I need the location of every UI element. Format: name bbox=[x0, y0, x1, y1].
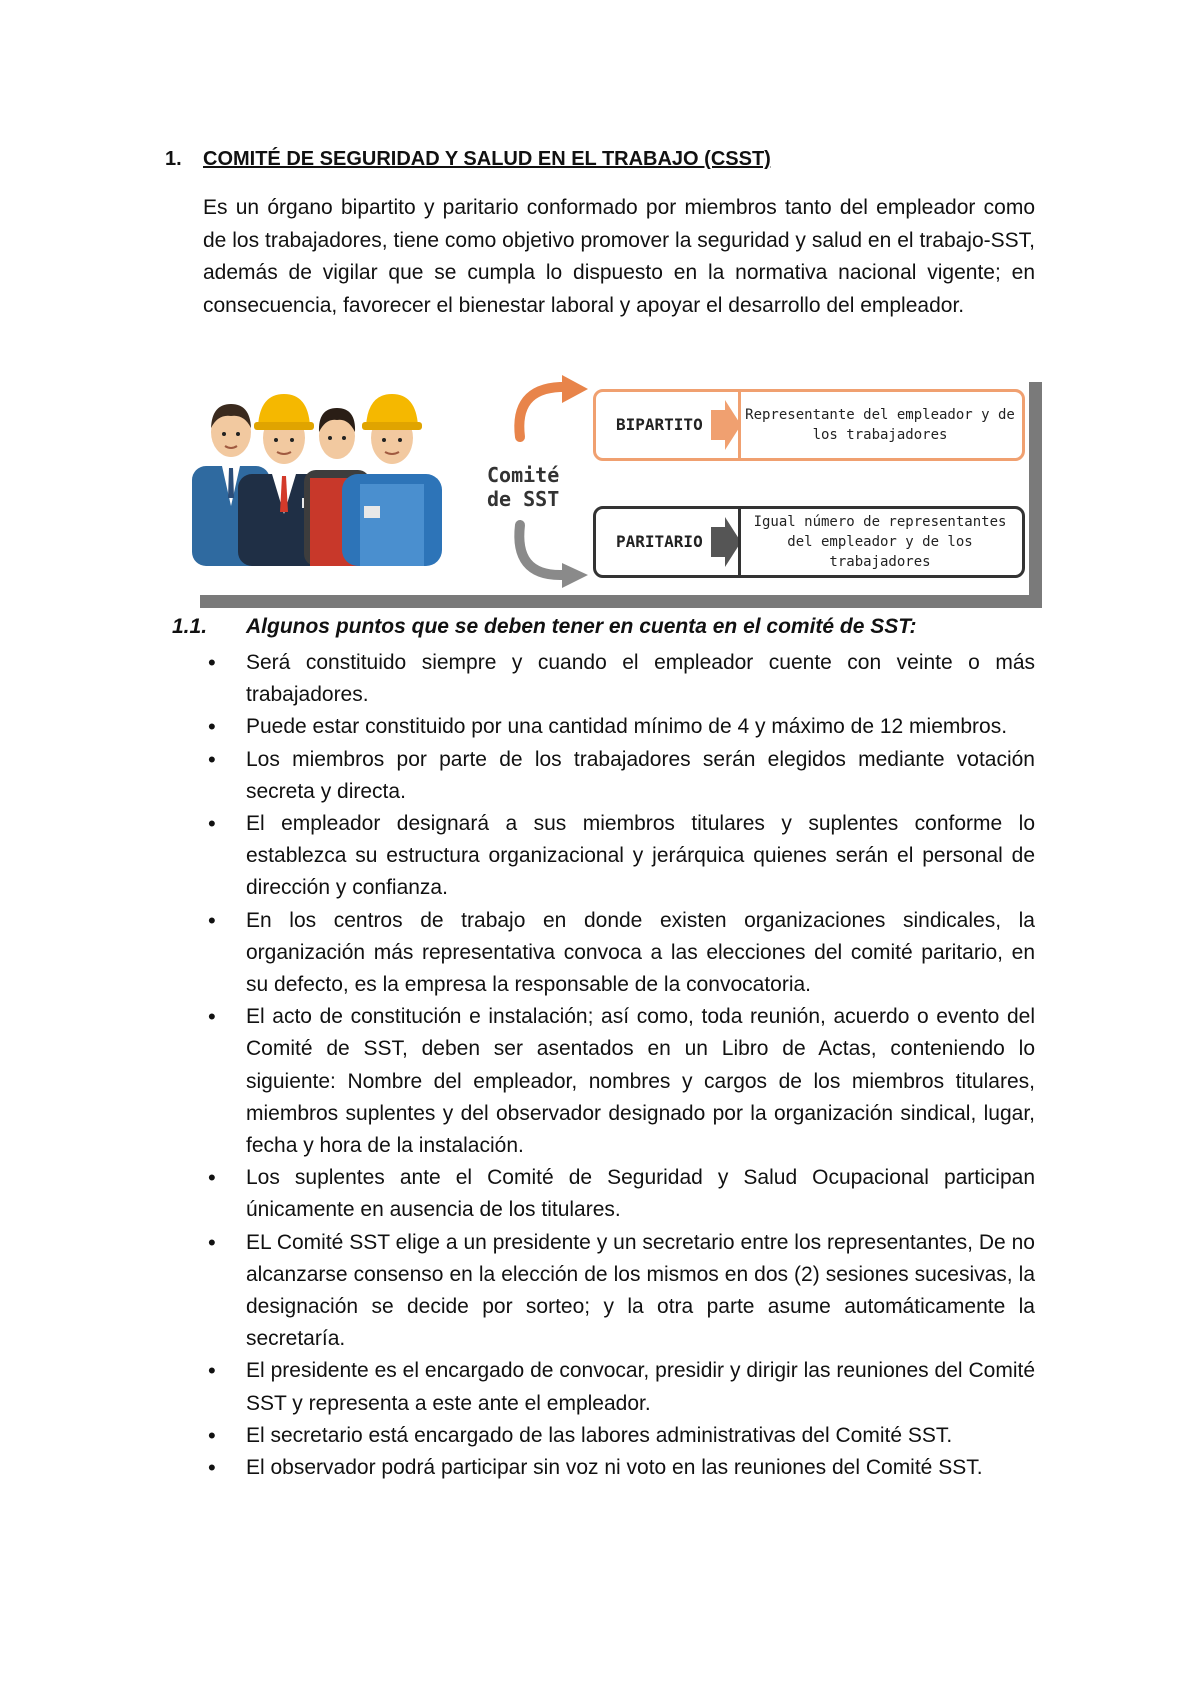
list-item-text: El acto de constitución e instalación; así como, toda reunión, acuerdo o evento del Comité de SST, deben ser asentados en un Libro de Actas, conteniendo lo siguiente: Nombre del empleador, nombres y cargos de los miembros titulares, miembros suplentes y del observador designado por la organización sindical, lugar, fecha y hora de la instalación. bbox=[246, 1005, 1035, 1158]
bullet-icon: • bbox=[208, 1422, 216, 1448]
list-item bbox=[203, 1001, 1035, 1162]
bipartito-description: Representante del empleador y de los trabajadores bbox=[745, 407, 1015, 443]
list-item-text: Los miembros por parte de los trabajadores serán elegidos mediante votación secreta y directa. bbox=[246, 747, 1035, 803]
paritario-description: Igual número de representantes del empleador y de los trabajadores bbox=[753, 514, 1007, 570]
bullet-icon: • bbox=[208, 1004, 216, 1030]
paritario-arrow-icon bbox=[711, 517, 741, 567]
paritario-label: PARITARIO bbox=[616, 532, 703, 551]
list-item-text: Será constituido siempre y cuando el empleador cuente con veinte o más trabajadores. bbox=[246, 651, 1035, 707]
workers-illustration bbox=[192, 388, 454, 566]
list-item bbox=[203, 744, 1035, 808]
list-item bbox=[203, 711, 1035, 743]
comite-sst-label bbox=[487, 463, 559, 511]
arrow-bottom-head-icon bbox=[562, 563, 588, 588]
arrow-top-orange-icon bbox=[519, 387, 566, 437]
list-item bbox=[203, 1227, 1035, 1356]
list-item bbox=[203, 1355, 1035, 1419]
bullet-icon: • bbox=[208, 811, 216, 837]
list-item-text: En los centros de trabajo en donde existen organizaciones sindicales, la organización más representativa convoca a las elecciones del comité paritario, en su defecto, es la empresa la responsable de la convocatoria. bbox=[246, 908, 1035, 997]
list-item-text: Puede estar constituido por una cantidad mínimo de 4 y máximo de 12 miembros. bbox=[246, 715, 1008, 739]
list-item bbox=[203, 1420, 1035, 1452]
list-item-text: El secretario está encargado de las labores administrativas del Comité SST. bbox=[246, 1423, 953, 1447]
arrow-top-head-icon bbox=[562, 375, 588, 403]
bullet-list bbox=[203, 647, 1035, 1484]
bipartito-box bbox=[593, 389, 1025, 461]
list-item bbox=[203, 647, 1035, 711]
section-number: 1. bbox=[165, 148, 182, 170]
subsection-title: Algunos puntos que se deben tener en cuenta en el comité de SST: bbox=[246, 615, 917, 638]
bipartito-arrow-icon bbox=[711, 400, 741, 450]
figure-shadow-right bbox=[1029, 382, 1042, 607]
bullet-icon: • bbox=[208, 714, 216, 740]
paritario-box bbox=[593, 506, 1025, 578]
bullet-icon: • bbox=[208, 1455, 216, 1481]
subsection-number: 1.1. bbox=[172, 615, 208, 638]
list-item-text: El empleador designará a sus miembros titulares y suplentes conforme lo establezca su estructura organizacional y jerárquica quienes serán el personal de dirección y confianza. bbox=[246, 812, 1035, 900]
arrow-bottom-gray-icon bbox=[519, 525, 566, 575]
list-item-text: EL Comité SST elige a un presidente y un secretario entre los representantes, De no alcanzarse consenso en la elección de los mismos en dos (2) sesiones sucesivas, la designación se decide por sorteo; y la otra parte asume automáticamente la secretaría. bbox=[246, 1230, 1035, 1351]
comite-label-line1: Comité bbox=[487, 463, 560, 487]
list-item bbox=[203, 905, 1035, 1002]
bullet-icon: • bbox=[208, 1229, 216, 1255]
list-item-text: El observador podrá participar sin voz ni voto en las reuniones del Comité SST. bbox=[246, 1456, 983, 1480]
section-title: COMITÉ DE SEGURIDAD Y SALUD EN EL TRABAJO (CSST) bbox=[203, 148, 771, 170]
bullet-icon: • bbox=[208, 907, 216, 933]
bullet-icon: • bbox=[208, 1358, 216, 1384]
bipartito-label: BIPARTITO bbox=[616, 415, 703, 434]
list-item bbox=[203, 1452, 1035, 1484]
worker-overalls-helmet bbox=[342, 394, 442, 566]
list-item bbox=[203, 1162, 1035, 1226]
intro-paragraph: Es un órgano bipartito y paritario conformado por miembros tanto del empleador como de los trabajadores, tiene como objetivo promover la seguridad y salud en el trabajo-SST, además de vigilar que se cumpla lo dispuesto en la normativa nacional vigente; en consecuencia, favorecer el bienestar laboral y apoyar el desarrollo del empleador. bbox=[203, 196, 1035, 317]
list-item-text: Los suplentes ante el Comité de Seguridad y Salud Ocupacional participan únicamente en ausencia de los titulares. bbox=[246, 1166, 1035, 1222]
figure-shadow-bottom bbox=[200, 595, 1042, 608]
list-item-text: El presidente es el encargado de convocar, presidir y dirigir las reuniones del Comité SST y representa a este ante el empleador. bbox=[246, 1359, 1035, 1415]
bullet-icon: • bbox=[208, 746, 216, 772]
bullet-icon: • bbox=[208, 1165, 216, 1191]
list-item bbox=[203, 808, 1035, 905]
bullet-icon: • bbox=[208, 650, 216, 675]
comite-label-line2: de SST bbox=[487, 487, 560, 511]
